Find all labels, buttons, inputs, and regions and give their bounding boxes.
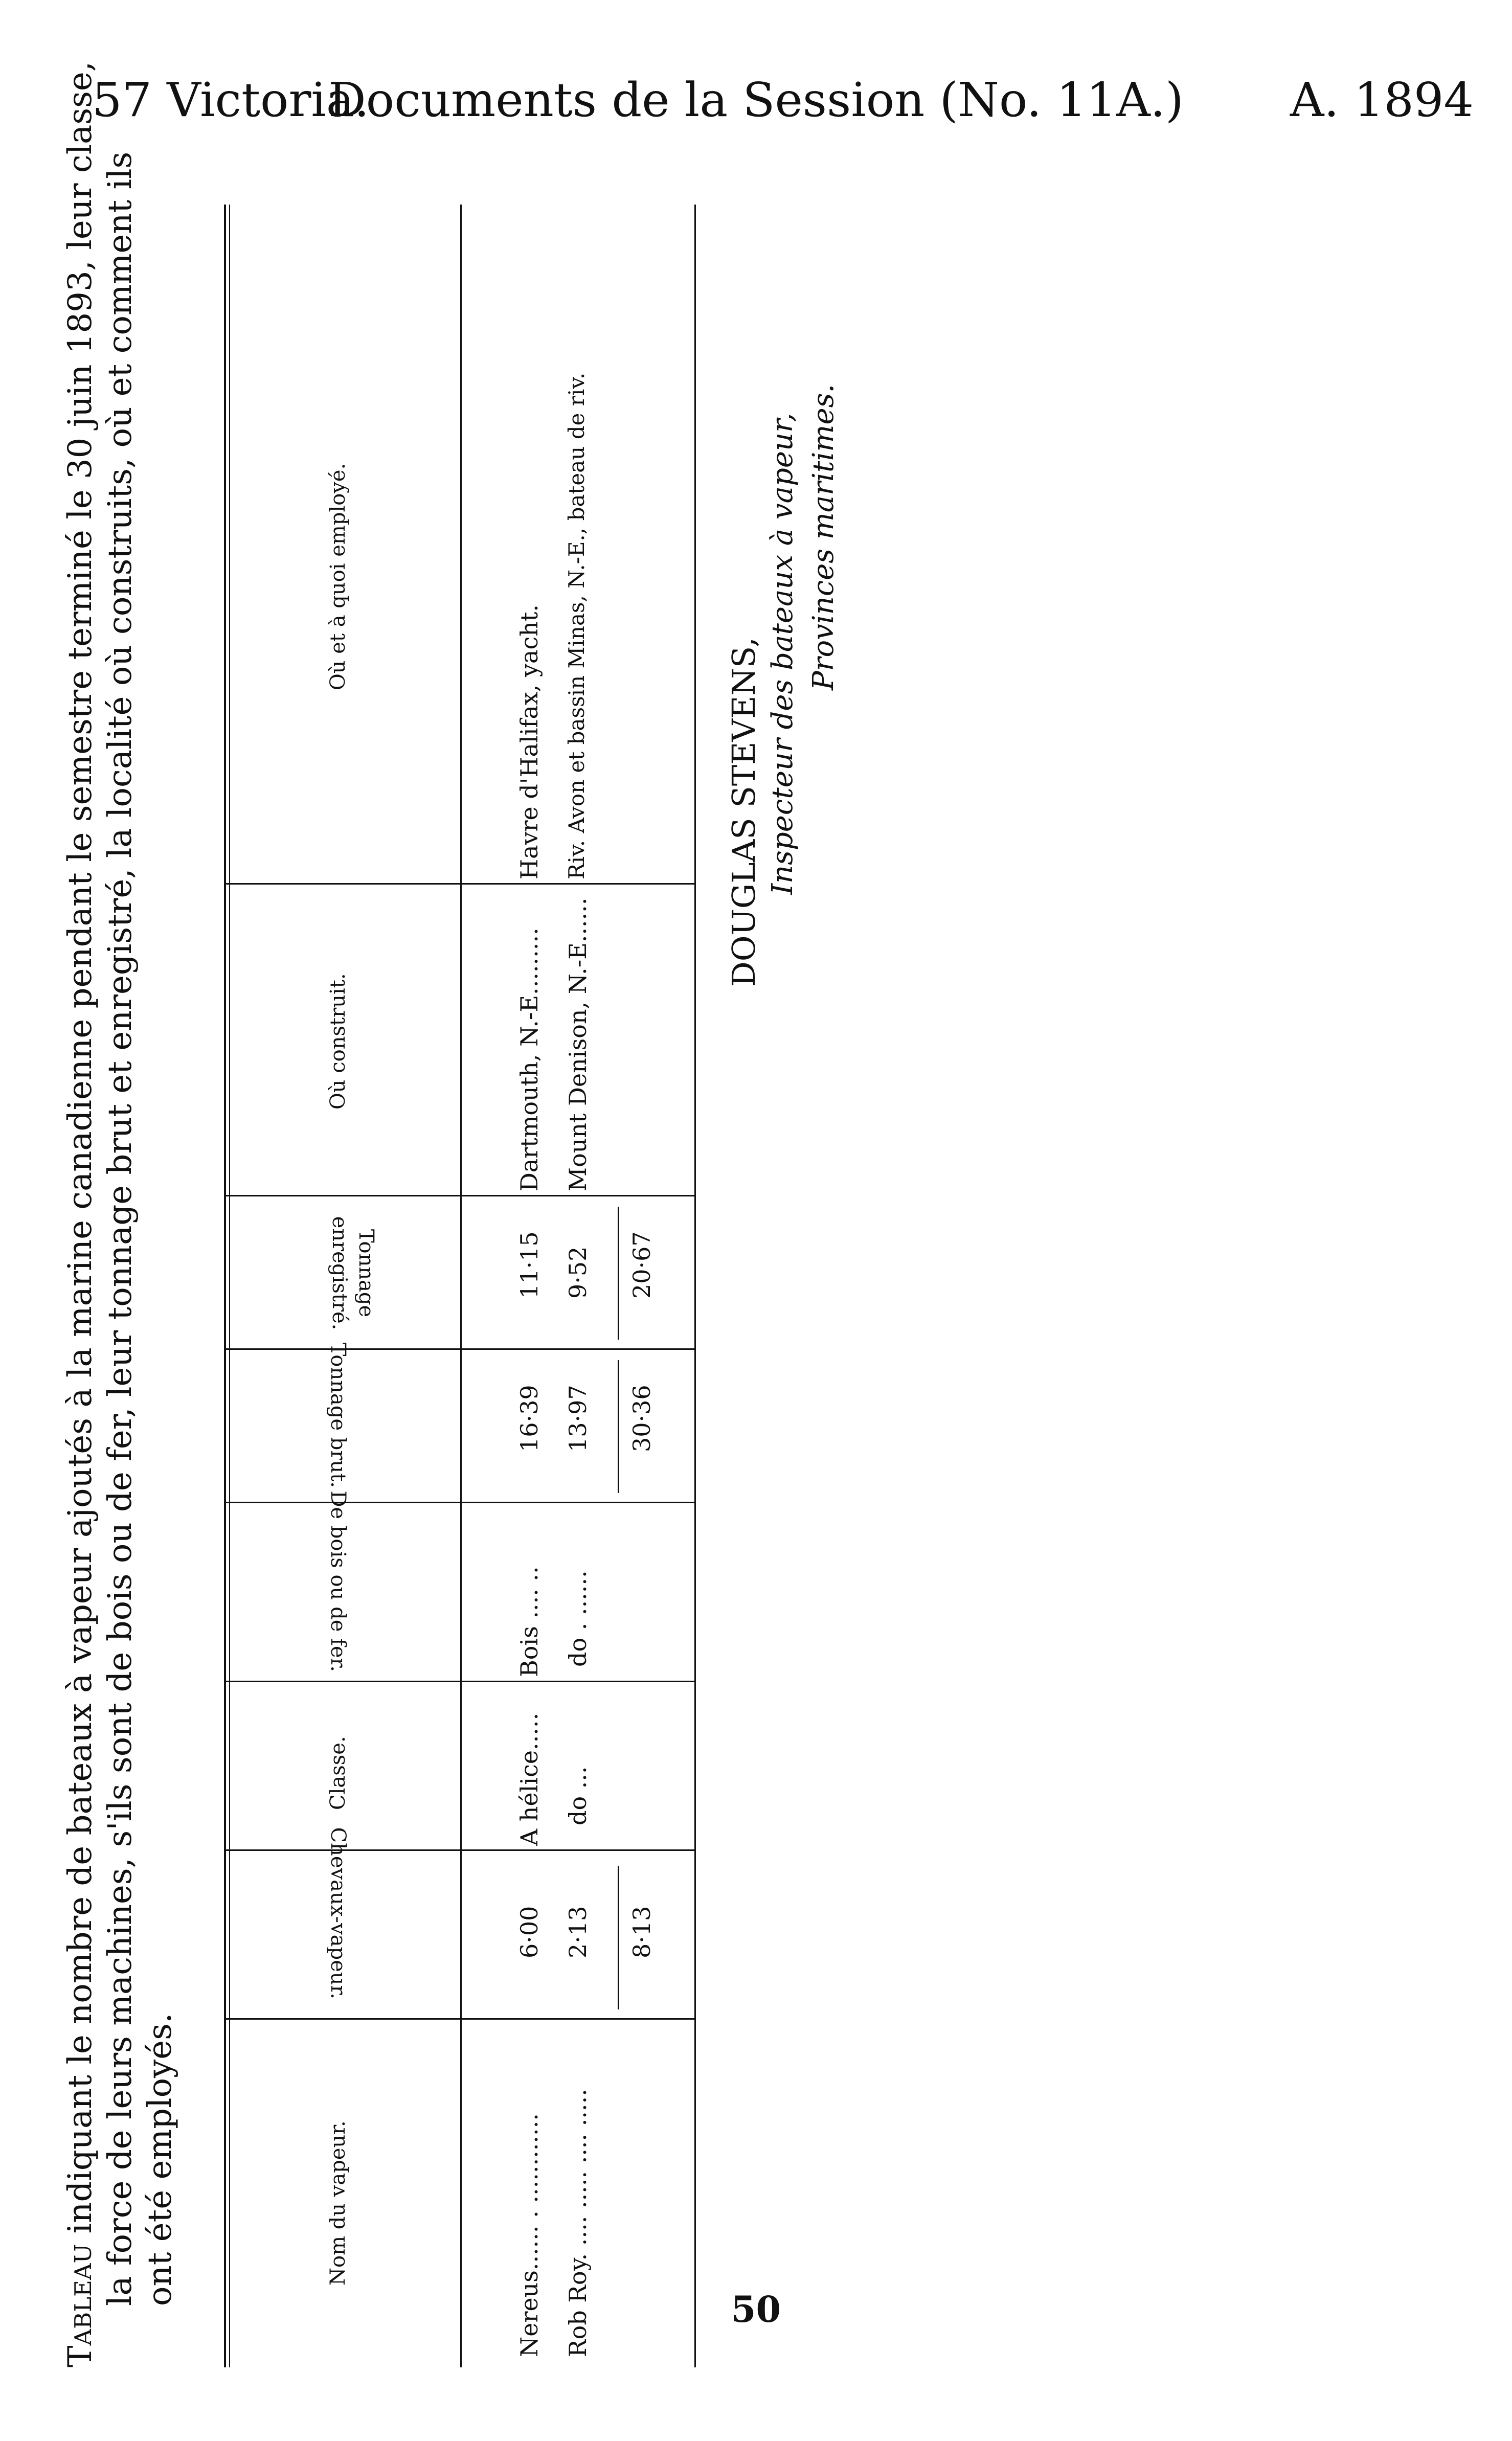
header-left: 57 Victoria.: [92, 73, 369, 127]
col-sep-7: [224, 883, 694, 885]
header-bottom-rule: [460, 205, 462, 2367]
table-caption: [60, 61, 180, 2367]
row2-employed: Riv. Avon et bassin Minas, N.-E., bateau de riv.: [564, 372, 589, 879]
col-sep-2: [224, 1849, 694, 1851]
row2-hp: 2·13: [564, 1906, 592, 1958]
col-sep-5: [224, 1348, 694, 1350]
caption-line-1: indiquant le nombre de bateaux à vapeur ajoutés à la marine canadienne pendant le semestre terminé le 30 juin 1893, leur classe,: [61, 61, 99, 2244]
header-right: A. 1894: [1290, 73, 1474, 127]
col-header-class: Classe.: [326, 1736, 350, 1810]
header-center: Documents de la Session (No. 11A.): [328, 73, 1184, 127]
col-sep-3: [224, 1681, 694, 1682]
row2-gross: 13·97: [564, 1385, 592, 1452]
col-header-registered: Tonnage enregistré.: [328, 1216, 378, 1330]
row1-class: A hélice.....: [515, 1712, 543, 1846]
row1-registered: 11·15: [515, 1231, 543, 1299]
col-sep-1: [224, 2018, 694, 2020]
col-header-material: De bois ou de fer.: [326, 1490, 350, 1672]
row1-employed: Havre d'Halifax, yacht.: [515, 604, 543, 879]
col-sep-4: [224, 1502, 694, 1503]
reg-total-rule: [618, 1207, 619, 1340]
col-header-hp: Chevaux-vapeur.: [326, 1827, 350, 1999]
signature-title: Inspecteur des bateaux à vapeur,: [766, 413, 799, 895]
caption-line-3: ont été employés.: [141, 2013, 179, 2306]
row1-hp: 6·00: [515, 1906, 543, 1958]
col-header-name: Nom du vapeur.: [326, 2120, 350, 2286]
row2-built: Mount Denison, N.-E......: [564, 897, 592, 1191]
total-hp: 8·13: [628, 1906, 656, 1958]
hp-total-rule: [618, 1866, 619, 2009]
col-header-employed: Où et à quoi employé.: [326, 463, 350, 690]
total-gross: 30·36: [628, 1385, 656, 1452]
row1-material: Bois .... ..: [515, 1566, 543, 1677]
row1-gross: 16·39: [515, 1385, 543, 1452]
caption-lead: Tableau: [61, 2244, 99, 2367]
gross-total-rule: [618, 1360, 619, 1493]
row1-name: Nereus...... . ............: [515, 2113, 543, 2357]
col-header-built: Où construit.: [326, 973, 350, 1110]
signature-name: DOUGLAS STEVENS,: [725, 637, 762, 987]
table-top-rule-2: [229, 205, 230, 2367]
table-top-rule: [224, 205, 226, 2367]
col-sep-6: [224, 1195, 694, 1196]
row1-built: Dartmouth, N.-E.........: [515, 928, 543, 1191]
signature-region: Provinces maritimes.: [807, 383, 840, 690]
row2-class: do ...: [564, 1766, 592, 1825]
table-bottom-rule: [694, 205, 696, 2367]
col-header-gross: Tonnage brut.: [326, 1342, 350, 1488]
caption-line-2: la force de leurs machines, s'ils sont de bois ou de fer, leur tonnage brut et enregistré, la localité où construits, où et comment ils: [101, 151, 139, 2306]
row2-material: do . ......: [564, 1570, 592, 1667]
row2-name: Rob Roy. .... ..... .... .....: [564, 2089, 592, 2357]
page-number: 50: [731, 2288, 781, 2331]
total-registered: 20·67: [628, 1231, 656, 1299]
row2-registered: 9·52: [564, 1246, 592, 1299]
